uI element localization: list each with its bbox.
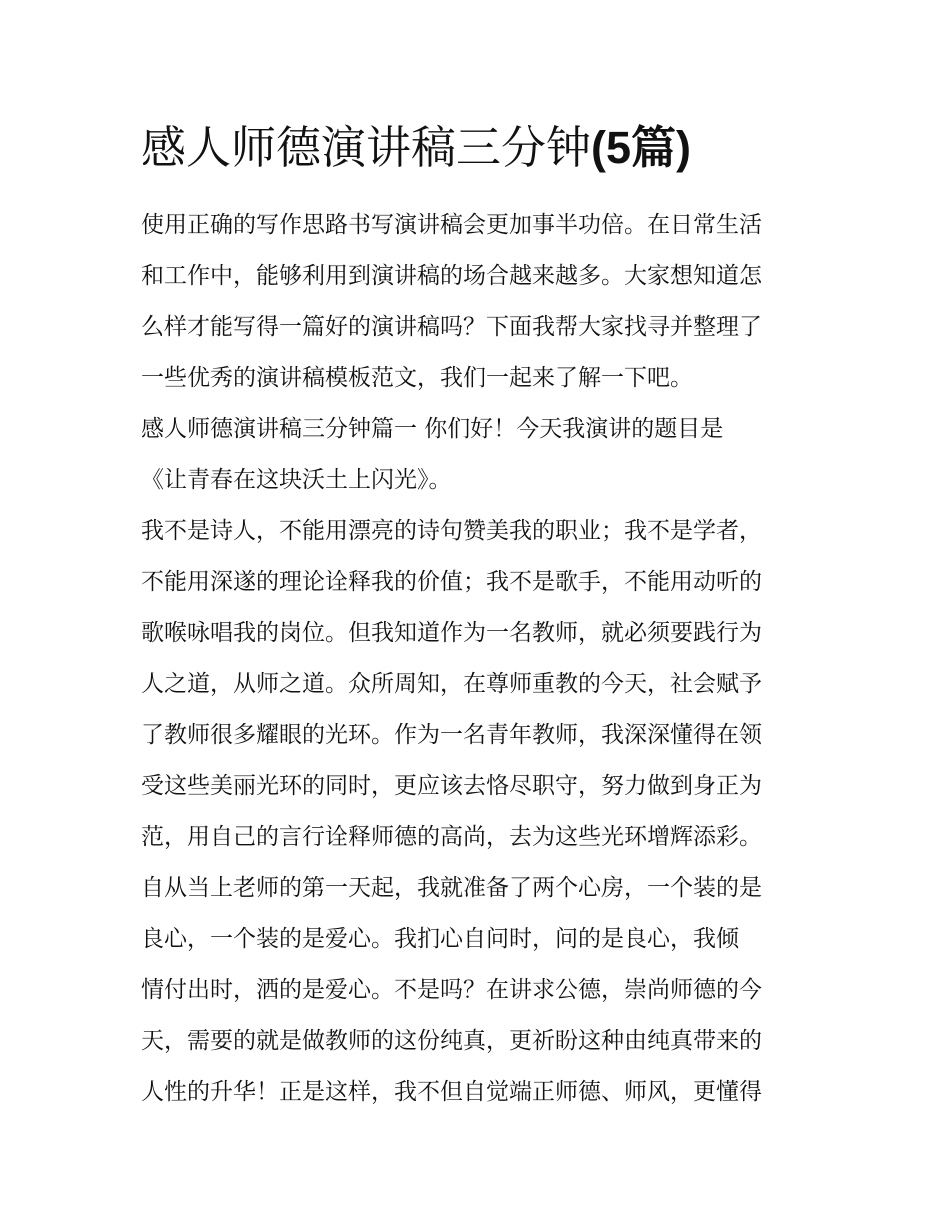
text-line: 受这些美丽光环的同时，更应该去恪尽职守，努力做到身正为 <box>141 773 762 799</box>
text-line: 使用正确的写作思路书写演讲稿会更加事半功倍。在日常生活 <box>141 212 762 238</box>
text-line: 歌喉咏唱我的岗位。但我知道作为一名教师，就必须要践行为 <box>141 620 762 646</box>
text-line: 良心，一个装的是爱心。我扪心自问时，问的是良心，我倾 <box>141 926 739 952</box>
text-line: 天，需要的就是做教师的这份纯真，更祈盼这种由纯真带来的 <box>141 1028 762 1054</box>
document-title-main: 感人师德演讲稿三分钟 <box>141 121 592 174</box>
text-line: 么样才能写得一篇好的演讲稿吗？下面我帮大家找寻并整理了 <box>141 314 762 340</box>
text-line: 范，用自己的言行诠释师德的高尚，去为这些光环增辉添彩。 <box>141 824 762 850</box>
text-line: 我不是诗人，不能用漂亮的诗句赞美我的职业；我不是学者， <box>141 518 762 544</box>
text-line: 了教师很多耀眼的光环。作为一名青年教师，我深深懂得在领 <box>141 722 762 748</box>
text-line: 人性的升华！正是这样，我不但自觉端正师德、师风，更懂得 <box>141 1079 762 1105</box>
text-line: 和工作中，能够利用到演讲稿的场合越来越多。大家想知道怎 <box>141 263 762 289</box>
text-line: 情付出时，洒的是爱心。不是吗？在讲求公德，崇尚师德的今 <box>141 977 762 1003</box>
document-body <box>141 200 813 1118</box>
text-line: 不能用深遂的理论诠释我的价值；我不是歌手，不能用动听的 <box>141 569 762 595</box>
text-line: 《让青春在这块沃土上闪光》。 <box>141 467 452 493</box>
text-line: 一些优秀的演讲稿模板范文，我们一起来了解一下吧。 <box>141 365 693 391</box>
text-line: 人之道，从师之道。众所周知，在尊师重教的今天，社会赋予 <box>141 671 762 697</box>
text-line: 自从当上老师的第一天起，我就准备了两个心房，一个装的是 <box>141 875 762 901</box>
document-content <box>141 118 813 1118</box>
document-title <box>141 118 813 178</box>
document-title-suffix: (5篇) <box>591 122 692 173</box>
text-line: 感人师德演讲稿三分钟篇一 你们好！今天我演讲的题目是 <box>141 416 724 442</box>
